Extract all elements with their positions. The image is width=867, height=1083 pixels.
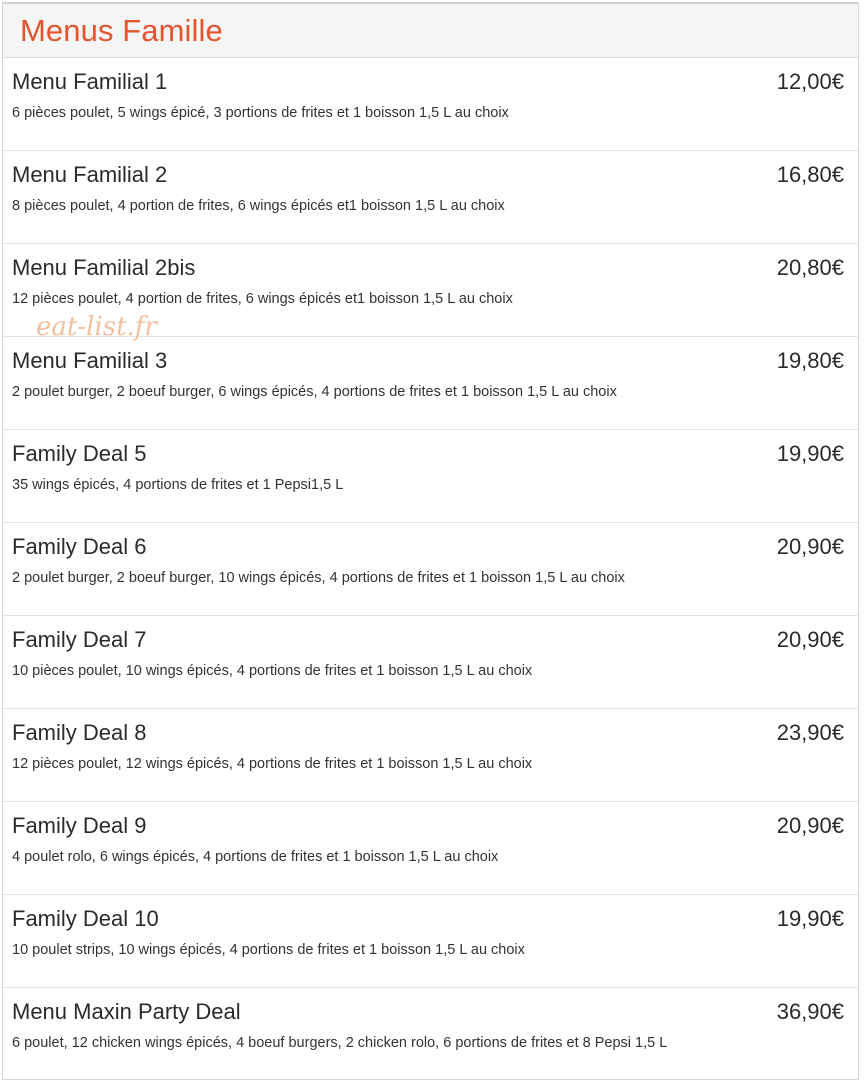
item-price: 19,90€: [776, 906, 844, 931]
item-name: Family Deal 8: [12, 720, 147, 745]
menu-panel: [2, 2, 859, 1080]
item-price: 23,90€: [776, 720, 844, 745]
item-description: 2 poulet burger, 2 boeuf burger, 6 wings épicés, 4 portions de frites et 1 boisson 1,5 L au choix: [12, 384, 617, 400]
menu-list: [3, 58, 858, 1080]
menu-item[interactable]: [3, 988, 858, 1080]
item-price: 19,80€: [776, 348, 844, 373]
item-row: [12, 812, 844, 840]
item-name: Menu Familial 3: [12, 348, 168, 373]
item-price: 20,90€: [776, 813, 844, 838]
item-description: 10 pièces poulet, 10 wings épicés, 4 portions de frites et 1 boisson 1,5 L au choix: [12, 663, 533, 679]
item-row: [12, 68, 844, 96]
item-row: [12, 533, 844, 561]
menu-item[interactable]: [3, 430, 858, 523]
item-row: [12, 626, 844, 654]
menu-item[interactable]: [3, 151, 858, 244]
item-name: Family Deal 5: [12, 441, 147, 466]
item-description: 2 poulet burger, 2 boeuf burger, 10 wings épicés, 4 portions de frites et 1 boisson 1,5 L au choix: [12, 570, 625, 586]
item-price: 16,80€: [776, 162, 844, 187]
item-price: 20,90€: [776, 534, 844, 559]
item-description: 10 poulet strips, 10 wings épicés, 4 portions de frites et 1 boisson 1,5 L au choix: [12, 942, 525, 958]
menu-item[interactable]: [3, 58, 858, 151]
item-price: 12,00€: [776, 69, 844, 94]
item-name: Menu Familial 2: [12, 162, 168, 187]
item-name: Family Deal 9: [12, 813, 147, 838]
item-row: [12, 905, 844, 933]
item-description: 35 wings épicés, 4 portions de frites et 1 Pepsi1,5 L: [12, 477, 344, 493]
menu-item[interactable]: [3, 802, 858, 895]
item-price: 20,80€: [776, 255, 844, 280]
item-row: [12, 161, 844, 189]
panel-header: [3, 4, 858, 58]
item-description: 6 poulet, 12 chicken wings épicés, 4 boeuf burgers, 2 chicken rolo, 6 portions de frites et 8 Pepsi 1,5 L: [12, 1035, 668, 1051]
menu-item[interactable]: [3, 616, 858, 709]
item-row: [12, 254, 844, 282]
menu-item[interactable]: [3, 244, 858, 337]
item-row: [12, 998, 844, 1026]
item-description: 4 poulet rolo, 6 wings épicés, 4 portions de frites et 1 boisson 1,5 L au choix: [12, 849, 499, 865]
item-row: [12, 440, 844, 468]
item-name: Menu Familial 1: [12, 69, 168, 94]
item-name: Family Deal 7: [12, 627, 147, 652]
section-title: Menus Famille: [20, 12, 223, 48]
item-name: Menu Familial 2bis: [12, 255, 196, 280]
item-name: Menu Maxin Party Deal: [12, 999, 241, 1024]
item-name: Family Deal 10: [12, 906, 159, 931]
menu-item[interactable]: [3, 523, 858, 616]
item-description: 12 pièces poulet, 4 portion de frites, 6 wings épicés et1 boisson 1,5 L au choix: [12, 291, 513, 307]
item-row: [12, 719, 844, 747]
menu-item[interactable]: [3, 709, 858, 802]
item-price: 20,90€: [776, 627, 844, 652]
menu-item[interactable]: [3, 895, 858, 988]
watermark: eat-list.fr: [36, 312, 157, 342]
item-price: 36,90€: [776, 999, 844, 1024]
item-name: Family Deal 6: [12, 534, 147, 559]
item-price: 19,90€: [776, 441, 844, 466]
item-description: 12 pièces poulet, 12 wings épicés, 4 portions de frites et 1 boisson 1,5 L au choix: [12, 756, 533, 772]
item-description: 6 pièces poulet, 5 wings épicé, 3 portions de frites et 1 boisson 1,5 L au choix: [12, 105, 509, 121]
menu-item[interactable]: [3, 337, 858, 430]
item-description: 8 pièces poulet, 4 portion de frites, 6 wings épicés et1 boisson 1,5 L au choix: [12, 198, 505, 214]
item-row: [12, 347, 844, 375]
